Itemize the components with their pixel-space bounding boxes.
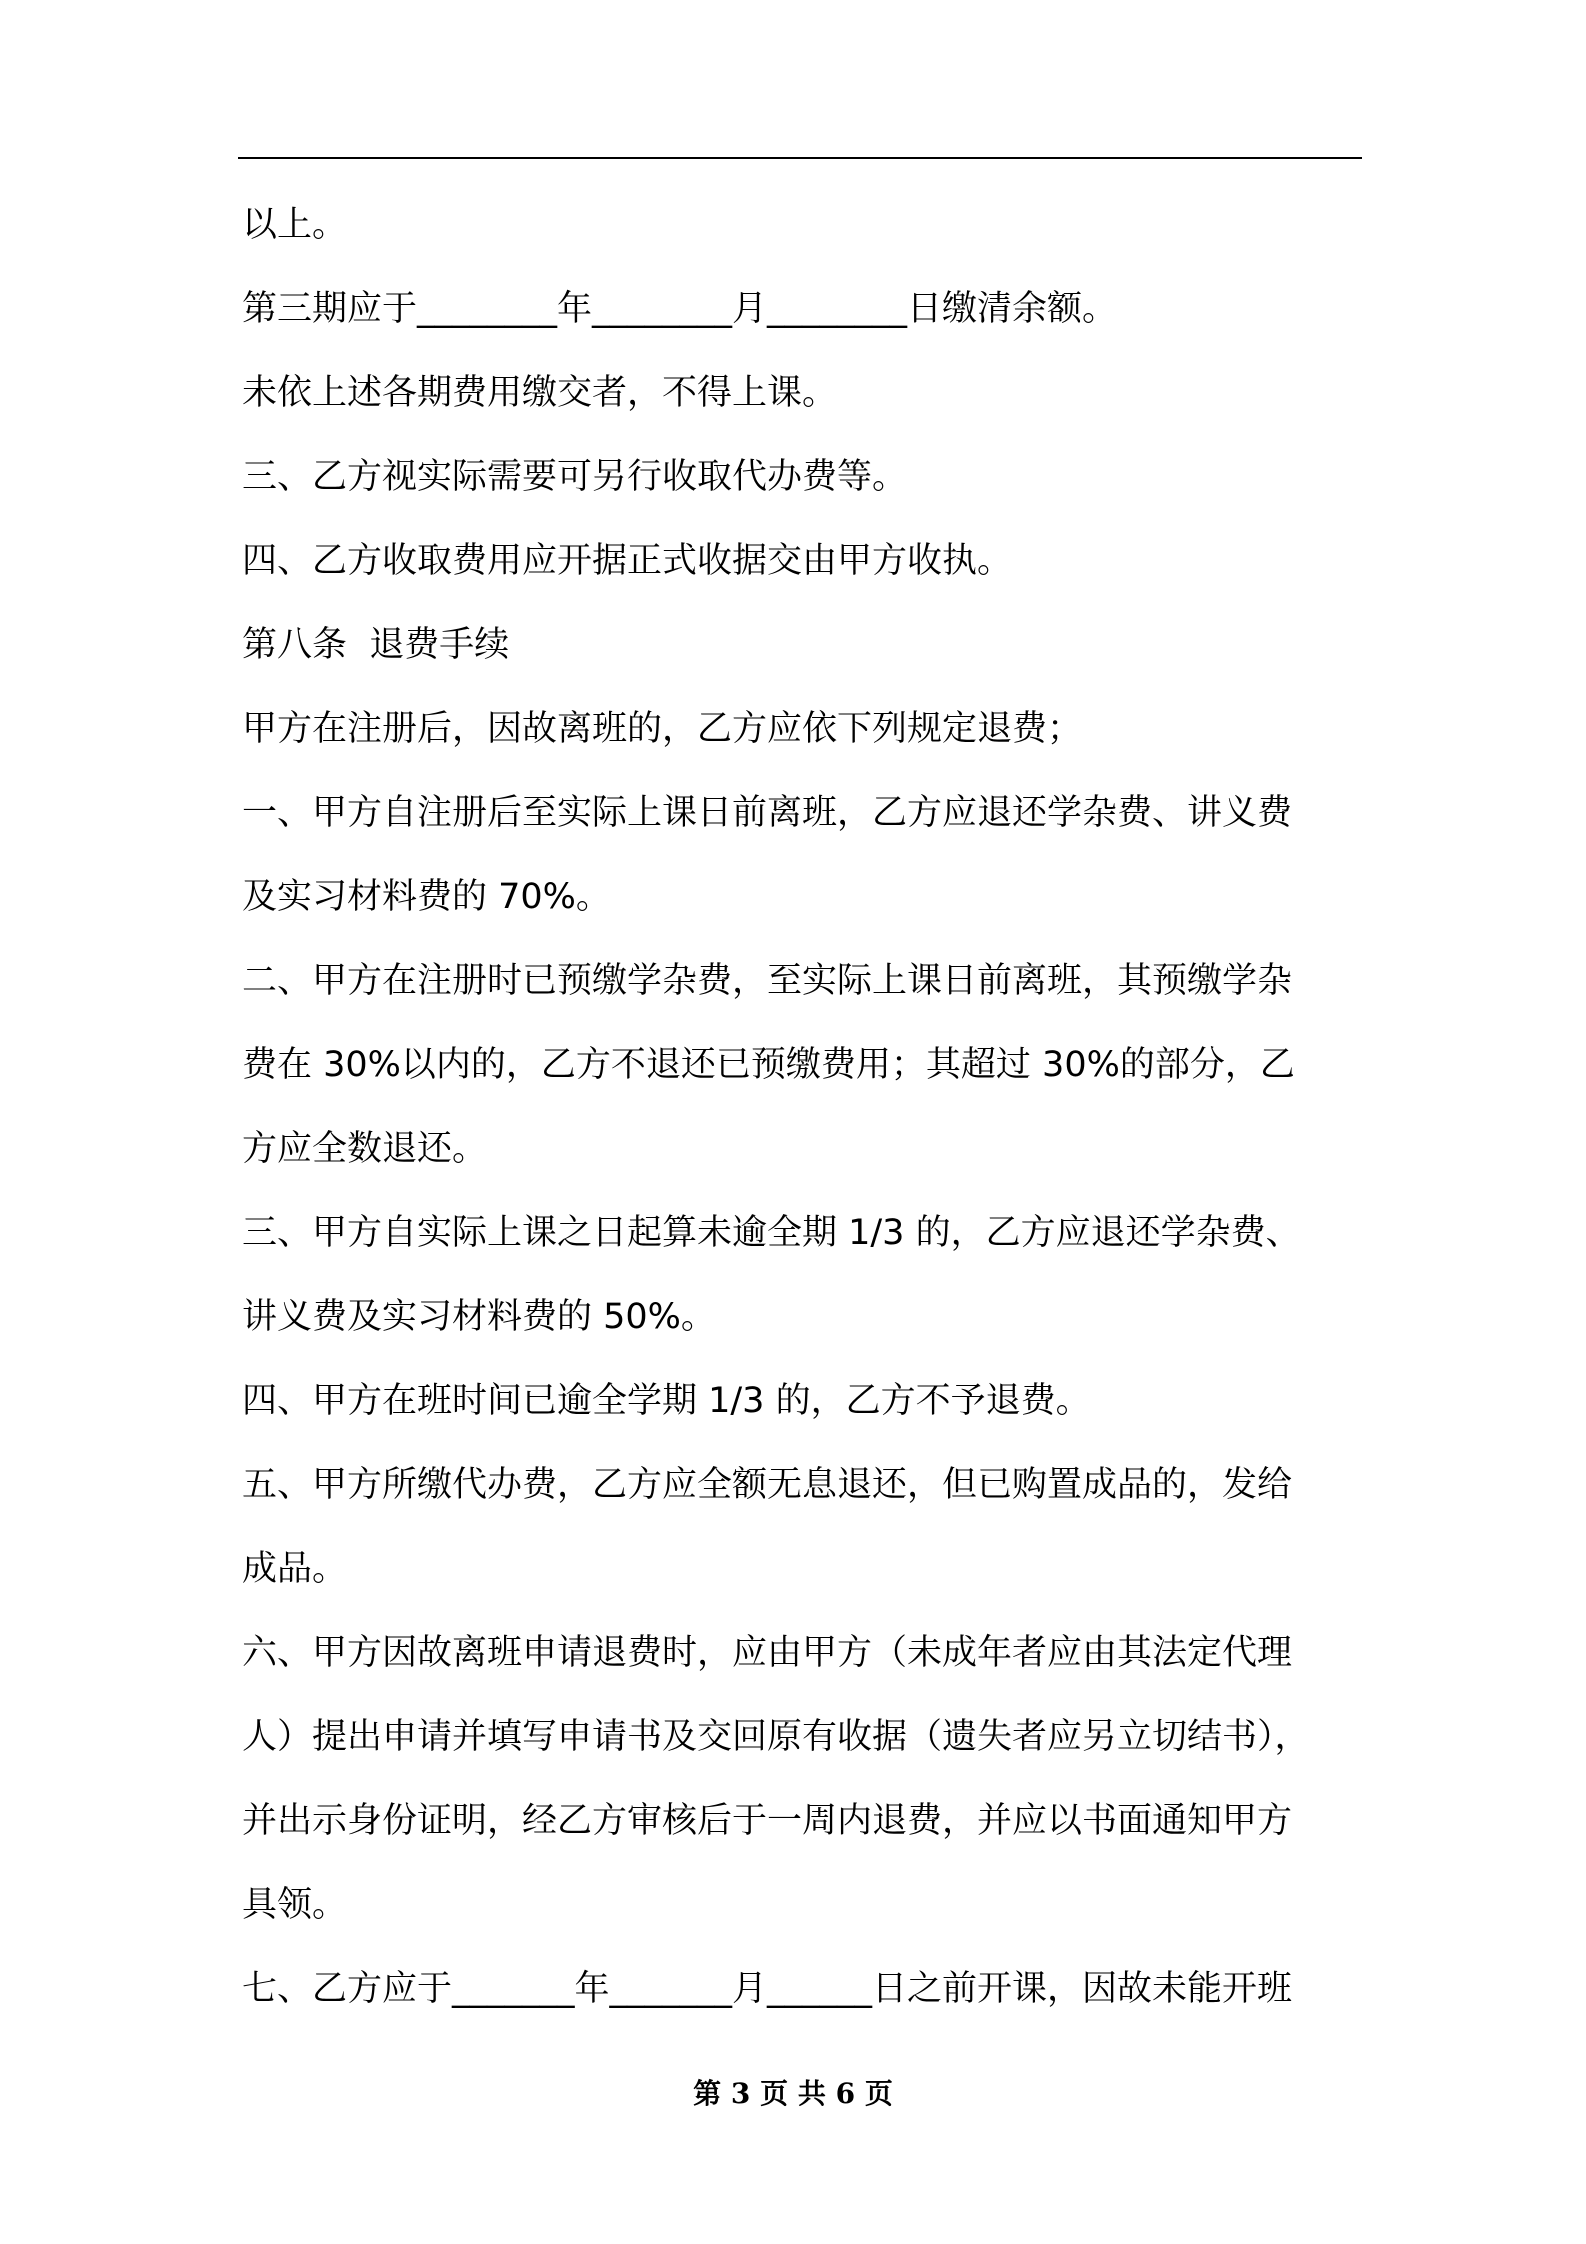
text-line: 以上。 [242, 205, 348, 245]
text-line: 方应全数退还。 [242, 1129, 488, 1169]
text-line: 讲义费及实习材料费的 50%。 [242, 1297, 716, 1337]
text-line: 二、甲方在注册时已预缴学杂费，至实际上课日前离班，其预缴学杂 [242, 961, 1293, 1001]
text-line: 四、甲方在班时间已逾全学期 1/3 的，乙方不予退费。 [242, 1381, 1091, 1421]
page-indicator: 第 3 页 共 6 页 [693, 2077, 893, 2110]
header-divider [238, 157, 1362, 159]
text-line: 具领。 [242, 1885, 348, 1925]
text-line: 七、乙方应于_______年_______月______日之前开课，因故未能开班 [242, 1969, 1293, 2009]
text-line: 四、乙方收取费用应开据正式收据交由甲方收执。 [242, 541, 1013, 581]
document-body [242, 195, 1362, 2043]
text-line: 三、乙方视实际需要可另行收取代办费等。 [242, 457, 908, 497]
text-line: 及实习材料费的 70%。 [242, 877, 611, 917]
text-line: 人）提出申请并填写申请书及交回原有收据（遗失者应另立切结书）， [242, 1717, 1310, 1757]
text-line: 甲方在注册后，因故离班的，乙方应依下列规定退费； [242, 709, 1083, 749]
text-line: 一、甲方自注册后至实际上课日前离班，乙方应退还学杂费、讲义费 [242, 793, 1293, 833]
text-line: 并出示身份证明，经乙方审核后于一周内退费，并应以书面通知甲方 [242, 1801, 1293, 1841]
text-line: 成品。 [242, 1549, 348, 1589]
text-line: 第三期应于________年________月________日缴清余额。 [242, 289, 1118, 329]
text-line: 费在 30%以内的，乙方不退还已预缴费用；其超过 30%的部分，乙 [242, 1045, 1295, 1085]
text-line: 三、甲方自实际上课之日起算未逾全期 1/3 的，乙方应退还学杂费、 [242, 1213, 1301, 1253]
text-line: 未依上述各期费用缴交者，不得上课。 [242, 373, 838, 413]
text-line: 六、甲方因故离班申请退费时，应由甲方（未成年者应由其法定代理 [242, 1633, 1293, 1673]
text-line: 五、甲方所缴代办费，乙方应全额无息退还，但已购置成品的，发给 [242, 1465, 1293, 1505]
section-heading: 第八条 退费手续 [242, 625, 510, 665]
